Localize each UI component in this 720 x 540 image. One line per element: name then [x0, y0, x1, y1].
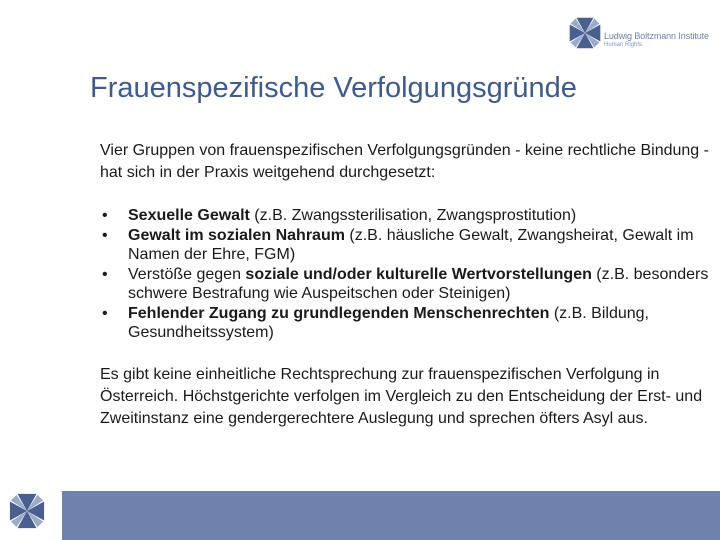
outro-text: Es gibt keine einheitliche Rechtsprechung zur frauenspezifischen Verfolgung in Österreich. Höchstgerichte verfolgen im Vergleich zu den Entscheidung der Erst- und Zweitinstanz eine gendergerechtere Auslegung und sprechen öfters Asyl aus.: [100, 365, 703, 427]
bullet-text: (z.B. Zwangssterilisation, Zwangsprostitution): [249, 207, 577, 224]
bullet-icon: •: [102, 265, 108, 283]
bullet-text: (z.B. Bildung, Gesundheitssystem): [128, 304, 649, 341]
bullet-bold-text: Fehlender Zugang zu grundlegenden Menschenrechten: [128, 304, 550, 322]
bullet-icon: •: [102, 207, 108, 224]
list-item: [100, 206, 720, 226]
intro-text: Vier Gruppen von frauenspezifischen Verfolgungsgründen - keine rechtliche Bindung - hat sich in der Praxis weitgehend durchgesetzt:: [100, 142, 709, 181]
bullet-text: Verstöße gegen: [128, 265, 246, 283]
bullet-bold-text: soziale und/oder kulturelle Wertvorstellungen: [245, 265, 592, 283]
logo-top: [568, 14, 708, 54]
footer-bar: [62, 491, 720, 540]
bullet-text: (z.B. besonders schwere Bestrafung wie Auspeitschen oder Steinigen): [128, 265, 709, 302]
list-item: [100, 304, 720, 343]
star-logo-icon: [568, 16, 602, 50]
bullet-bold-text: Sexuelle Gewalt: [128, 207, 250, 224]
slide-body: [100, 140, 720, 430]
logo-subtitle: Human Rights: [604, 42, 643, 48]
logo-name: Ludwig Boltzmann Institute: [604, 31, 709, 41]
list-item: [100, 265, 720, 304]
bullet-icon: •: [102, 304, 108, 322]
bullet-list: [100, 206, 720, 343]
bullet-bold-text: Gewalt im sozialen Nahraum: [128, 226, 345, 244]
bullet-icon: •: [102, 226, 108, 244]
slide-title: Frauenspezifische Verfolgungsgründe: [90, 72, 577, 104]
bullet-text: (z.B. häusliche Gewalt, Zwangsheirat, Gewalt im Namen der Ehre, FGM): [128, 226, 694, 263]
star-logo-icon-footer: [8, 492, 46, 530]
list-item: [100, 226, 720, 265]
